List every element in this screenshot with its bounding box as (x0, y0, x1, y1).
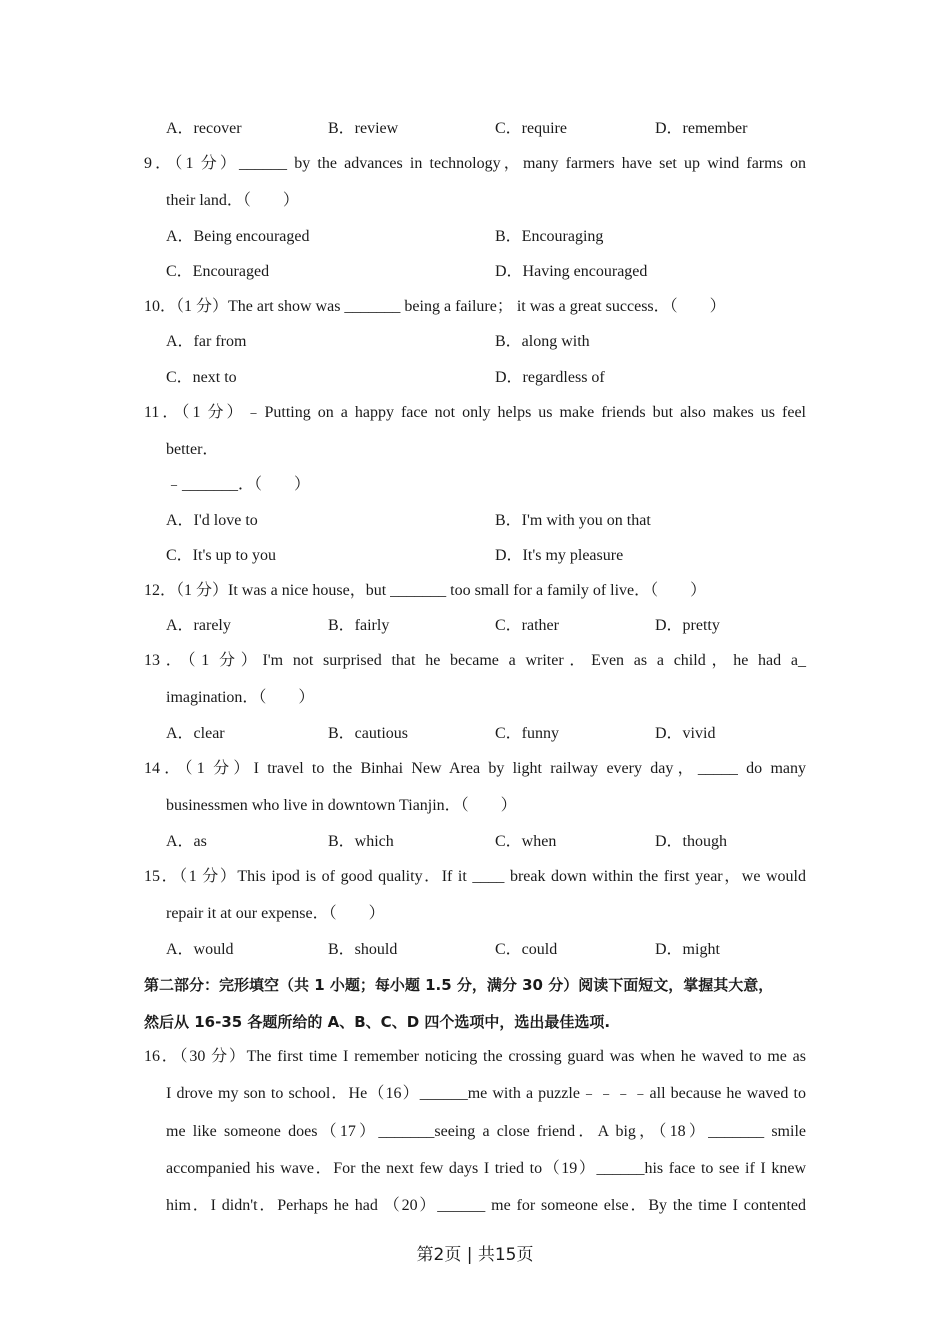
q9-stem-line2: their land．（ ） (166, 192, 299, 209)
q13-option-a[interactable]: A．clear (166, 725, 225, 742)
q14-stem-line1: 14．（1 分）I travel to the Binhai New Area by light railway every day，_____ do many (144, 760, 806, 777)
q15-stem-line1: 15．（1 分）This ipod is of good quality．If it ____ break down within the first year，we would (144, 868, 806, 885)
q14-option-a[interactable]: A．as (166, 833, 207, 850)
section2-heading-line1: 第二部分：完形填空（共 1 小题；每小题 1.5 分，满分 30 分）阅读下面短文，掌握其大意， (144, 976, 774, 994)
q13-option-d[interactable]: D．vivid (655, 725, 716, 742)
q16-passage-line2: I drove my son to school．He（16）______me with a puzzle﹣﹣﹣﹣all because he waved to (166, 1085, 806, 1102)
q12-option-c[interactable]: C．rather (495, 617, 559, 634)
q9-option-c[interactable]: C．Encouraged (166, 263, 270, 280)
q16-passage-line3: me like someone does（17）_______seeing a close friend．A big，（18）_______ smile (166, 1123, 806, 1140)
q9-option-b[interactable]: B．Encouraging (495, 228, 604, 245)
q13-stem-line1: 13．（1 分）I'm not surprised that he became a writer．Even as a child，he had a_ (144, 652, 806, 669)
q11-stem-line2: better． (166, 441, 219, 458)
q15-option-c[interactable]: C．could (495, 941, 558, 958)
q11-stem-line1: 11．（1 分）﹣Putting on a happy face not only helps us make friends but also makes us feel (144, 404, 806, 421)
q8-option-a[interactable]: A．recover (166, 120, 242, 137)
q13-option-b[interactable]: B．cautious (328, 725, 408, 742)
q15-option-d[interactable]: D．might (655, 941, 720, 958)
q9-stem-line1: 9．（1 分）______ by the advances in technology，many farmers have set up wind farms on (144, 155, 806, 172)
q14-stem-line2: businessmen who live in downtown Tianjin．（ ） (166, 797, 517, 814)
section2-heading-line2: 然后从 16-35 各题所给的 A、B、C、D 四个选项中，选出最佳选项. (144, 1013, 611, 1031)
q10-option-b[interactable]: B．along with (495, 333, 590, 350)
q15-option-a[interactable]: A．would (166, 941, 234, 958)
q16-passage-line4: accompanied his wave．For the next few days I tried to（19）______his face to see if I knew (166, 1160, 806, 1177)
q12-option-d[interactable]: D．pretty (655, 617, 720, 634)
q8-option-d[interactable]: D．remember (655, 120, 748, 137)
q10-stem: 10．（1 分）The art show was _______ being a failure； it was a great success．（ ） (144, 298, 726, 315)
page-footer: 第2页 | 共15页 (416, 1245, 534, 1265)
q11-option-c[interactable]: C．It's up to you (166, 547, 277, 564)
q15-option-b[interactable]: B．should (328, 941, 398, 958)
q11-stem-line3: ﹣_______．（ ） (166, 476, 311, 493)
q13-option-c[interactable]: C．funny (495, 725, 560, 742)
q16-passage-line1: 16．（30 分）The first time I remember noticing the crossing guard was when he waved to me as (144, 1048, 806, 1065)
q15-stem-line2: repair it at our expense．（ ） (166, 905, 385, 922)
q14-option-b[interactable]: B．which (328, 833, 394, 850)
q11-option-d[interactable]: D．It's my pleasure (495, 547, 624, 564)
q8-option-b[interactable]: B．review (328, 120, 399, 137)
q9-option-a[interactable]: A．Being encouraged (166, 228, 310, 245)
q12-option-a[interactable]: A．rarely (166, 617, 231, 634)
q10-option-a[interactable]: A．far from (166, 333, 247, 350)
q8-option-c[interactable]: C．require (495, 120, 567, 137)
q12-stem: 12．（1 分）It was a nice house，but _______ too small for a family of live．（ ） (144, 582, 707, 599)
q12-option-b[interactable]: B．fairly (328, 617, 390, 634)
q10-option-c[interactable]: C．next to (166, 369, 237, 386)
q13-stem-line2: imagination．（ ） (166, 689, 315, 706)
q10-option-d[interactable]: D．regardless of (495, 369, 605, 386)
q14-option-c[interactable]: C．when (495, 833, 557, 850)
q11-option-b[interactable]: B．I'm with you on that (495, 512, 651, 529)
q9-option-d[interactable]: D．Having encouraged (495, 263, 648, 280)
q11-option-a[interactable]: A．I'd love to (166, 512, 258, 529)
q14-option-d[interactable]: D．though (655, 833, 728, 850)
q16-passage-line5: him．I didn't．Perhaps he had （20）______ me for someone else．By the time I contented (166, 1197, 806, 1214)
